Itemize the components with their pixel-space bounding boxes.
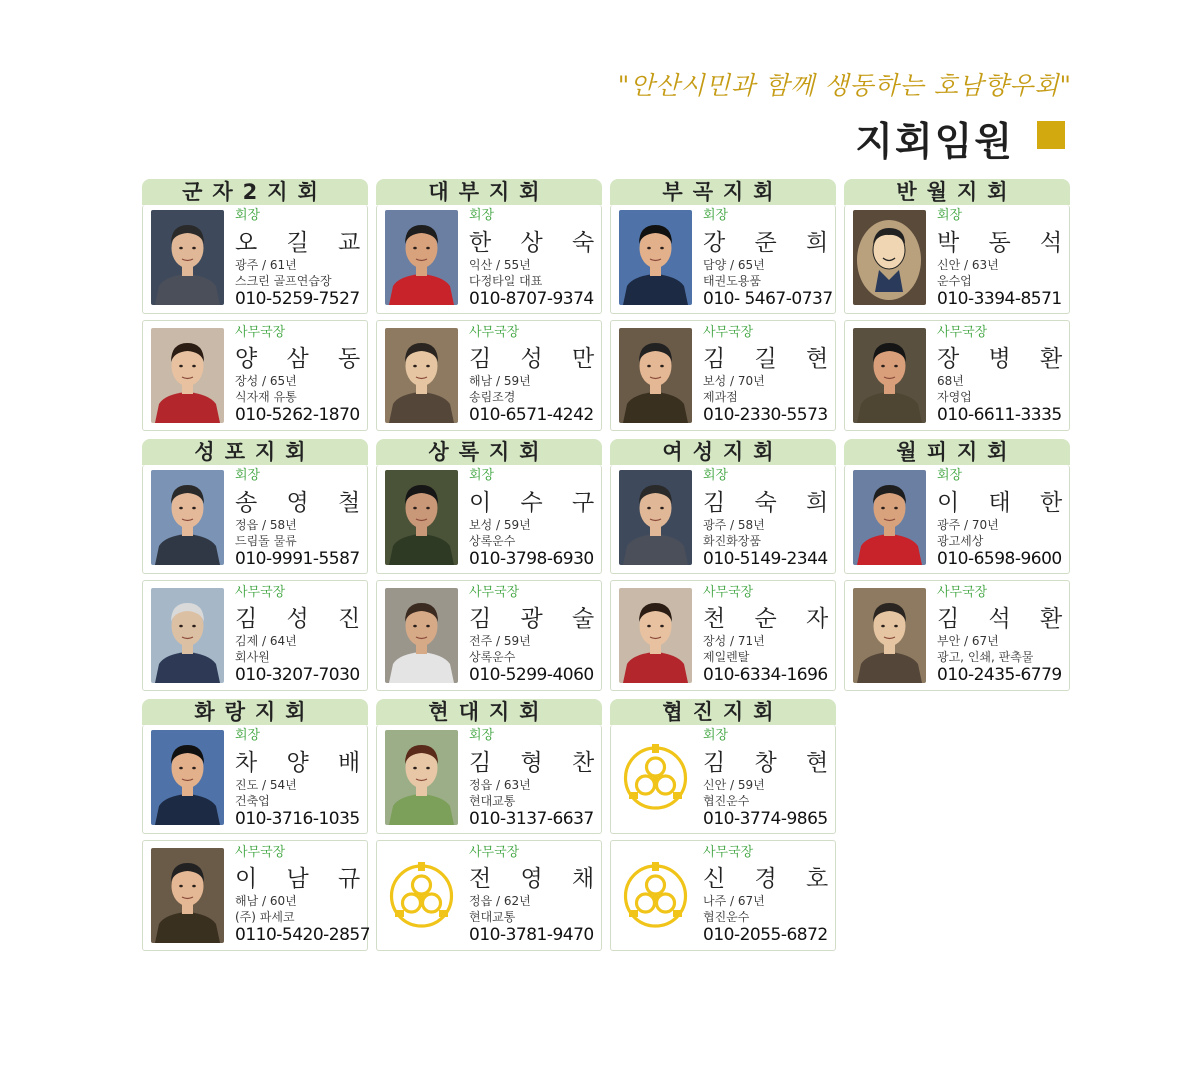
member-job: 운수업 bbox=[937, 274, 972, 288]
member-name: 천 순 자 bbox=[703, 606, 840, 632]
member-origin: 광주 / 61년 bbox=[235, 258, 297, 272]
member-name: 김 창 현 bbox=[703, 750, 840, 776]
member-origin: 68년 bbox=[937, 374, 964, 388]
member-photo bbox=[385, 210, 458, 305]
member-phone: 010-3394-8571 bbox=[937, 289, 1062, 309]
branch-header: 부곡지회 bbox=[610, 179, 836, 205]
member-role: 사무국장 bbox=[937, 325, 988, 340]
member-phone: 010-5262-1870 bbox=[235, 405, 360, 425]
member-phone: 0110-5420-2857 bbox=[235, 925, 371, 945]
member-role: 사무국장 bbox=[235, 325, 286, 340]
member-role: 사무국장 bbox=[235, 585, 286, 600]
member-phone: 010-5149-2344 bbox=[703, 549, 828, 569]
member-phone: 010-8707-9374 bbox=[469, 289, 594, 309]
member-card bbox=[376, 205, 606, 314]
branch-section bbox=[142, 699, 372, 951]
member-origin: 광주 / 58년 bbox=[703, 518, 765, 532]
member-name: 전 영 채 bbox=[469, 866, 606, 892]
member-name: 김 숙 희 bbox=[703, 490, 840, 516]
member-card bbox=[376, 725, 606, 834]
member-job: 협진운수 bbox=[703, 910, 750, 924]
member-origin: 광주 / 70년 bbox=[937, 518, 999, 532]
member-name: 차 양 배 bbox=[235, 750, 372, 776]
member-name: 이 태 한 bbox=[937, 490, 1074, 516]
member-job: 자영업 bbox=[937, 390, 972, 404]
member-job: 제일렌탈 bbox=[703, 650, 750, 664]
member-name: 김 길 현 bbox=[703, 346, 840, 372]
branch-section bbox=[376, 179, 606, 431]
member-origin: 신안 / 59년 bbox=[703, 778, 765, 792]
member-card bbox=[610, 205, 840, 314]
member-role: 사무국장 bbox=[469, 325, 520, 340]
member-origin: 해남 / 59년 bbox=[469, 374, 531, 388]
member-role: 사무국장 bbox=[469, 585, 520, 600]
member-job: 건축업 bbox=[235, 794, 270, 808]
member-role: 회장 bbox=[469, 208, 495, 223]
member-phone: 010-6611-3335 bbox=[937, 405, 1062, 425]
member-role: 회장 bbox=[235, 208, 261, 223]
member-phone: 010-5299-4060 bbox=[469, 665, 594, 685]
branch-section bbox=[610, 179, 840, 431]
branch-header: 월피지회 bbox=[844, 439, 1070, 465]
member-photo bbox=[385, 588, 458, 683]
member-phone: 010-3781-9470 bbox=[469, 925, 594, 945]
member-origin: 신안 / 63년 bbox=[937, 258, 999, 272]
member-name: 오 길 교 bbox=[235, 230, 372, 256]
member-origin: 익산 / 55년 bbox=[469, 258, 531, 272]
branch-section bbox=[142, 179, 372, 431]
member-card bbox=[376, 320, 606, 431]
member-phone: 010-2055-6872 bbox=[703, 925, 828, 945]
member-job: 스크린 골프연습장 bbox=[235, 274, 332, 288]
member-job: 드림돌 물류 bbox=[235, 534, 297, 548]
member-phone: 010-5259-7527 bbox=[235, 289, 360, 309]
emblem-logo bbox=[385, 848, 458, 943]
member-job: 광고세상 bbox=[937, 534, 984, 548]
slogan: "안산시민과 함께 생동하는 호남향우회" bbox=[617, 71, 1072, 100]
member-role: 회장 bbox=[469, 468, 495, 483]
branch-section bbox=[610, 699, 840, 951]
member-phone: 010-9991-5587 bbox=[235, 549, 360, 569]
member-origin: 김제 / 64년 bbox=[235, 634, 297, 648]
member-phone: 010-6571-4242 bbox=[469, 405, 594, 425]
member-origin: 전주 / 59년 bbox=[469, 634, 531, 648]
member-card bbox=[142, 840, 372, 951]
member-photo bbox=[853, 470, 926, 565]
member-origin: 보성 / 59년 bbox=[469, 518, 531, 532]
member-name: 강 준 희 bbox=[703, 230, 840, 256]
member-card bbox=[610, 320, 840, 431]
member-job: 송림조경 bbox=[469, 390, 516, 404]
branch-section bbox=[376, 439, 606, 691]
member-role: 회장 bbox=[703, 468, 729, 483]
member-photo bbox=[619, 470, 692, 565]
member-name: 한 상 숙 bbox=[469, 230, 606, 256]
member-photo bbox=[853, 588, 926, 683]
member-origin: 장성 / 71년 bbox=[703, 634, 765, 648]
member-card bbox=[844, 580, 1074, 691]
member-role: 회장 bbox=[235, 468, 261, 483]
member-role: 회장 bbox=[703, 208, 729, 223]
member-job: 태권도용품 bbox=[703, 274, 761, 288]
member-name: 김 광 술 bbox=[469, 606, 606, 632]
member-origin: 진도 / 54년 bbox=[235, 778, 297, 792]
member-card bbox=[376, 840, 606, 951]
member-job: 화진화장품 bbox=[703, 534, 761, 548]
member-photo bbox=[385, 730, 458, 825]
member-name: 신 경 호 bbox=[703, 866, 840, 892]
member-phone: 010-2330-5573 bbox=[703, 405, 828, 425]
member-origin: 부안 / 67년 bbox=[937, 634, 999, 648]
page-title: 지회임원 bbox=[855, 120, 1014, 165]
emblem-logo bbox=[619, 730, 692, 825]
member-phone: 010-3716-1035 bbox=[235, 809, 360, 829]
branch-header: 반월지회 bbox=[844, 179, 1070, 205]
member-phone: 010-2435-6779 bbox=[937, 665, 1062, 685]
member-job: 식자재 유통 bbox=[235, 390, 297, 404]
member-origin: 해남 / 60년 bbox=[235, 894, 297, 908]
member-job: 다정타일 대표 bbox=[469, 274, 543, 288]
member-name: 양 삼 동 bbox=[235, 346, 372, 372]
member-card bbox=[376, 580, 606, 691]
branch-section bbox=[844, 179, 1074, 431]
member-role: 사무국장 bbox=[469, 845, 520, 860]
member-job: 광고, 인쇄, 판촉물 bbox=[937, 650, 1034, 664]
member-role: 사무국장 bbox=[937, 585, 988, 600]
member-job: 제과점 bbox=[703, 390, 738, 404]
member-photo bbox=[151, 588, 224, 683]
member-card bbox=[610, 840, 840, 951]
member-name: 이 남 규 bbox=[235, 866, 372, 892]
member-job: (주) 파세코 bbox=[235, 910, 295, 924]
member-name: 이 수 구 bbox=[469, 490, 606, 516]
member-card bbox=[142, 725, 372, 834]
member-role: 회장 bbox=[937, 468, 963, 483]
member-card bbox=[844, 205, 1074, 314]
member-name: 장 병 환 bbox=[937, 346, 1074, 372]
member-photo bbox=[619, 210, 692, 305]
branch-section bbox=[844, 439, 1074, 691]
member-role: 회장 bbox=[703, 728, 729, 743]
member-card bbox=[610, 465, 840, 574]
member-phone: 010-3774-9865 bbox=[703, 809, 828, 829]
branch-section bbox=[142, 439, 372, 691]
member-role: 사무국장 bbox=[703, 325, 754, 340]
member-card bbox=[610, 580, 840, 691]
title-square-mark bbox=[1037, 121, 1065, 149]
member-origin: 담양 / 65년 bbox=[703, 258, 765, 272]
member-job: 상록운수 bbox=[469, 650, 516, 664]
member-photo bbox=[151, 470, 224, 565]
member-card bbox=[844, 320, 1074, 431]
member-photo bbox=[151, 328, 224, 423]
member-job: 협진운수 bbox=[703, 794, 750, 808]
branch-header: 화랑지회 bbox=[142, 699, 368, 725]
member-photo bbox=[151, 730, 224, 825]
branch-header: 현대지회 bbox=[376, 699, 602, 725]
member-photo bbox=[151, 210, 224, 305]
member-origin: 보성 / 70년 bbox=[703, 374, 765, 388]
member-role: 사무국장 bbox=[703, 585, 754, 600]
member-origin: 정읍 / 62년 bbox=[469, 894, 531, 908]
member-card bbox=[610, 725, 840, 834]
member-phone: 010-6598-9600 bbox=[937, 549, 1062, 569]
member-role: 회장 bbox=[469, 728, 495, 743]
member-origin: 나주 / 67년 bbox=[703, 894, 765, 908]
member-phone: 010-3207-7030 bbox=[235, 665, 360, 685]
member-name: 박 동 석 bbox=[937, 230, 1074, 256]
member-photo bbox=[853, 328, 926, 423]
member-card bbox=[376, 465, 606, 574]
member-job: 현대교통 bbox=[469, 910, 516, 924]
member-origin: 정읍 / 63년 bbox=[469, 778, 531, 792]
member-job: 상록운수 bbox=[469, 534, 516, 548]
branch-section bbox=[610, 439, 840, 691]
member-role: 사무국장 bbox=[235, 845, 286, 860]
member-phone: 010-6334-1696 bbox=[703, 665, 828, 685]
caricature-photo bbox=[853, 210, 926, 305]
member-origin: 정읍 / 58년 bbox=[235, 518, 297, 532]
branch-grid bbox=[142, 179, 1072, 951]
member-job: 회사원 bbox=[235, 650, 270, 664]
member-name: 송 영 철 bbox=[235, 490, 372, 516]
member-name: 김 성 만 bbox=[469, 346, 606, 372]
member-job: 현대교통 bbox=[469, 794, 516, 808]
member-photo bbox=[385, 470, 458, 565]
member-card bbox=[142, 320, 372, 431]
member-photo bbox=[151, 848, 224, 943]
member-phone: 010- 5467-0737 bbox=[703, 289, 833, 309]
branch-header: 상록지회 bbox=[376, 439, 602, 465]
member-origin: 장성 / 65년 bbox=[235, 374, 297, 388]
member-name: 김 석 환 bbox=[937, 606, 1074, 632]
branch-header: 대부지회 bbox=[376, 179, 602, 205]
member-role: 회장 bbox=[937, 208, 963, 223]
member-name: 김 형 찬 bbox=[469, 750, 606, 776]
member-card bbox=[142, 205, 372, 314]
branch-header: 성포지회 bbox=[142, 439, 368, 465]
branch-header: 여성지회 bbox=[610, 439, 836, 465]
member-phone: 010-3798-6930 bbox=[469, 549, 594, 569]
member-card bbox=[142, 465, 372, 574]
member-role: 사무국장 bbox=[703, 845, 754, 860]
member-card bbox=[142, 580, 372, 691]
branch-header: 협진지회 bbox=[610, 699, 836, 725]
member-photo bbox=[385, 328, 458, 423]
member-photo bbox=[619, 328, 692, 423]
branch-section bbox=[376, 699, 606, 951]
member-role: 회장 bbox=[235, 728, 261, 743]
member-card bbox=[844, 465, 1074, 574]
emblem-logo bbox=[619, 848, 692, 943]
member-name: 김 성 진 bbox=[235, 606, 372, 632]
member-photo bbox=[619, 588, 692, 683]
member-phone: 010-3137-6637 bbox=[469, 809, 594, 829]
branch-header: 군자2지회 bbox=[142, 179, 368, 205]
